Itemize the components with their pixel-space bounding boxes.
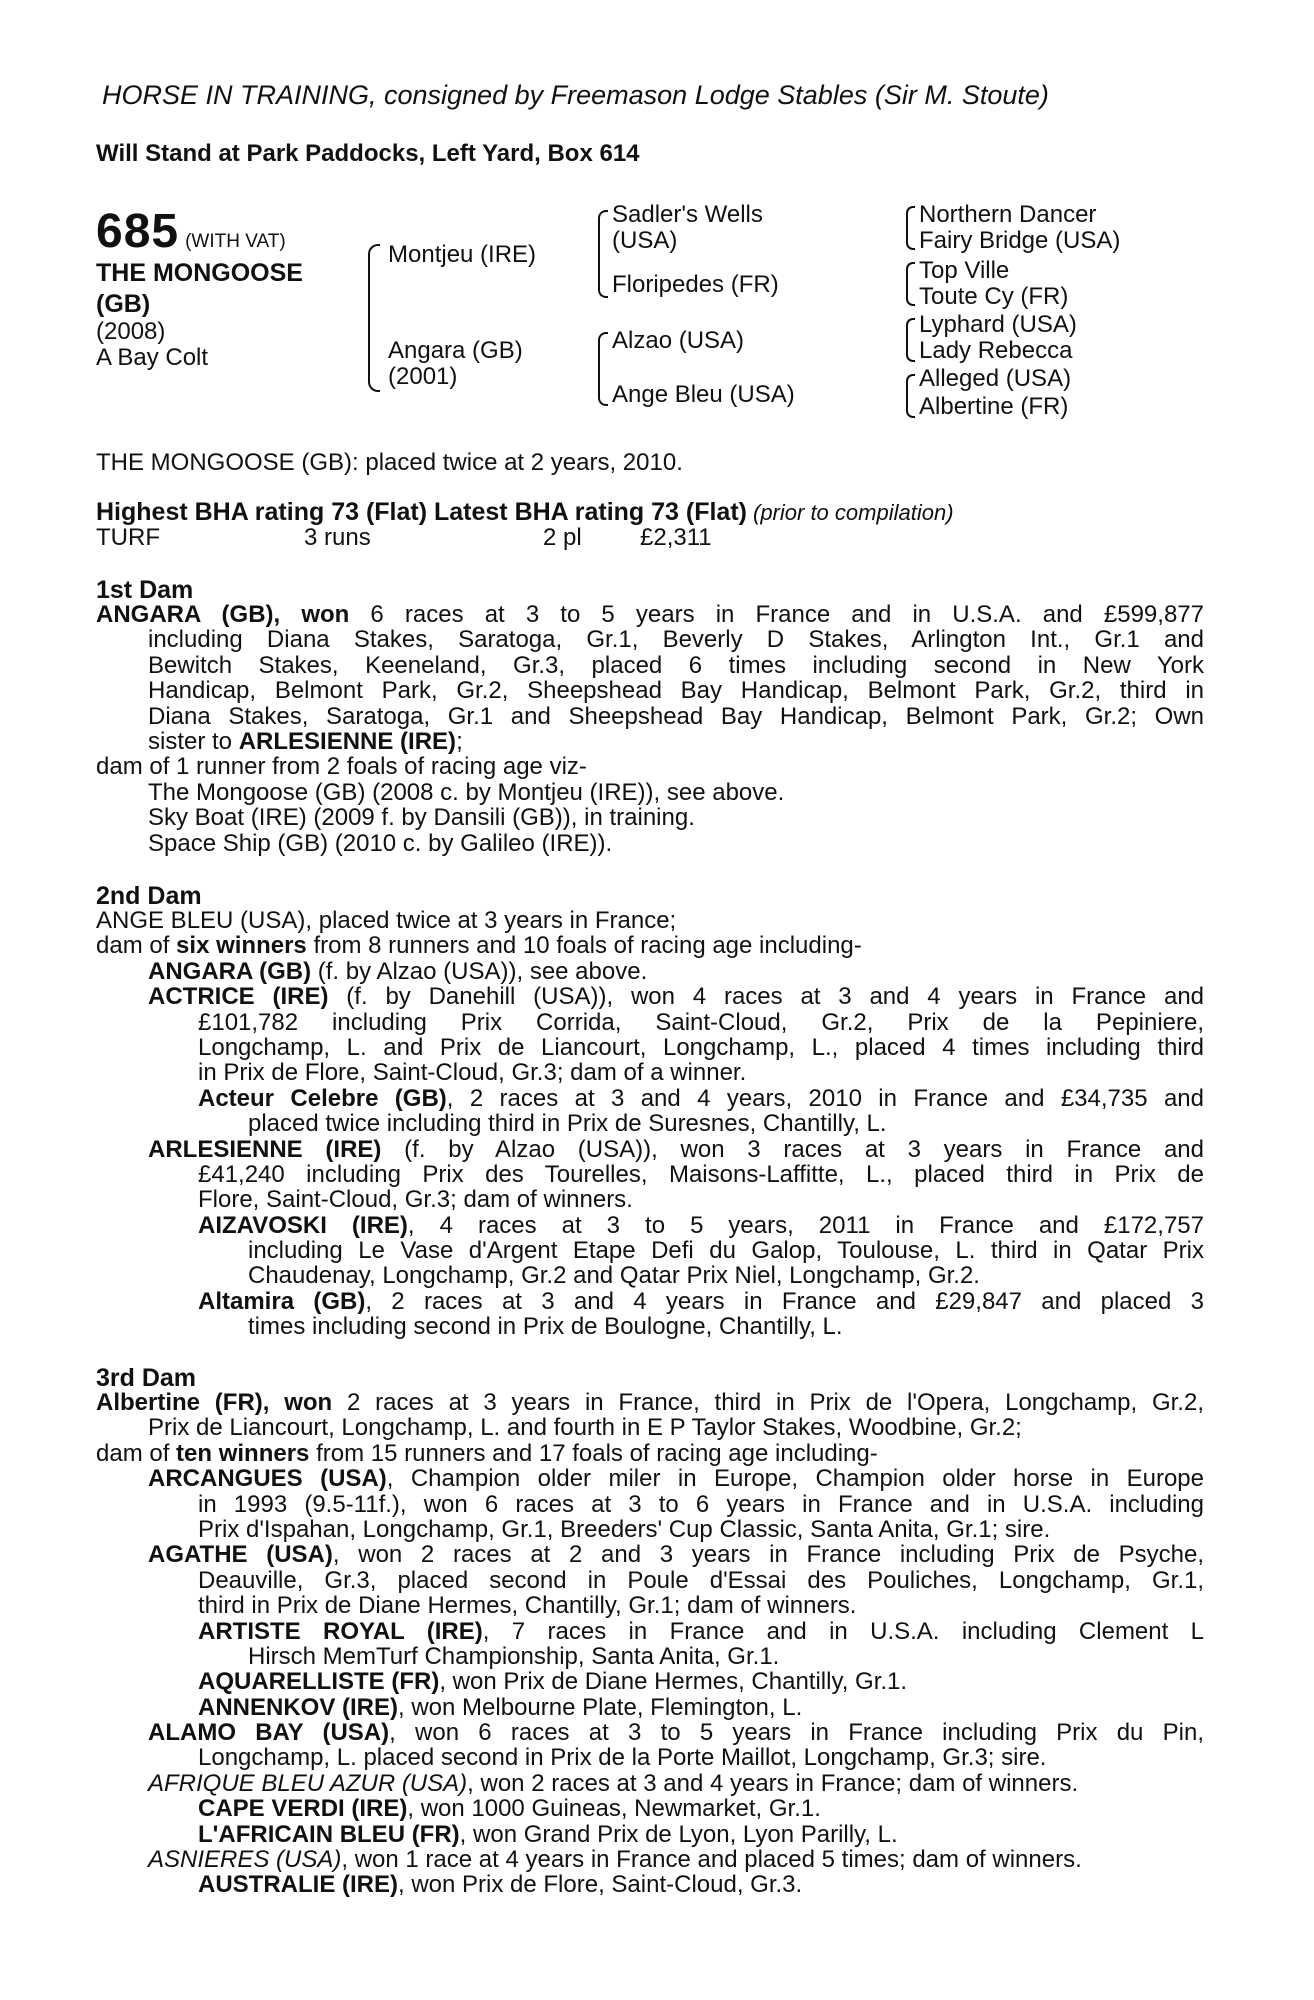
text-line: AFRIQUE BLEU AZUR (USA), won 2 races at 3 and 4 years in France; dam of winners. xyxy=(148,1769,1079,1797)
text-line: Flore, Saint-Cloud, Gr.3; dam of winners. xyxy=(198,1186,633,1214)
pedigree-dds: Alleged (USA) xyxy=(919,365,1072,392)
pedigree-dss: Lyphard (USA) xyxy=(919,311,1077,338)
text-line: times including second in Prix de Boulogne, Chantilly, L. xyxy=(248,1313,843,1341)
pedigree-dam-sire: Alzao (USA) xyxy=(612,327,745,354)
text-line: ANNENKOV (IRE), won Melbourne Plate, Flemington, L. xyxy=(198,1693,803,1721)
text-line: including Diana Stakes, Saratoga, Gr.1, Beverly D Stakes, Arlington Int., Gr.1 and xyxy=(148,626,1204,654)
foaling-year: (2008) xyxy=(96,318,166,345)
text-line: ACTRICE (IRE) (f. by Danehill (USA)), won 4 races at 3 and 4 years in France and xyxy=(148,983,1205,1011)
text-line: CAPE VERDI (IRE), won 1000 Guineas, Newmarket, Gr.1. xyxy=(198,1795,821,1823)
horse-name-country: (GB) xyxy=(96,290,151,318)
second-dam-heading: 2nd Dam xyxy=(96,882,202,910)
text-line: Deauville, Gr.3, placed second in Poule d'Essai des Pouliches, Longchamp, Gr.1, xyxy=(198,1566,1204,1594)
text-line: third in Prix de Diane Hermes, Chantilly, Gr.1; dam of winners. xyxy=(198,1592,857,1620)
vat-note: (WITH VAT) xyxy=(185,231,286,252)
pedigree-brace-3a xyxy=(906,206,915,250)
text-line: ARTISTE ROYAL (IRE), 7 races in France and in U.S.A. including Clement L xyxy=(198,1617,1205,1645)
text-line: Albertine (FR), won 2 races at 3 years in France, third in Prix de l'Opera, Longchamp, Gr.2, xyxy=(96,1389,1204,1416)
second-dam-section xyxy=(96,908,1204,1340)
text-line: Prix d'Ispahan, Longchamp, Gr.1, Breeders' Cup Classic, Santa Anita, Gr.1; sire. xyxy=(198,1515,1051,1543)
text-line: Handicap, Belmont Park, Gr.2, Sheepshead Bay Handicap, Belmont Park, Gr.2, third in xyxy=(148,677,1204,705)
pedigree-brace-gen1 xyxy=(368,244,380,392)
pedigree-sire: Montjeu (IRE) xyxy=(388,241,537,268)
pedigree-brace-3c xyxy=(906,318,915,362)
pedigree-dam: Angara (GB) xyxy=(388,337,523,364)
pedigree-sire-sire-country: (USA) xyxy=(612,227,678,254)
third-dam-section xyxy=(96,1390,1204,1898)
pedigree-sire-sire: Sadler's Wells xyxy=(612,201,763,228)
text-line: Prix de Liancourt, Longchamp, L. and fourth in E P Taylor Stakes, Woodbine, Gr.2; xyxy=(148,1414,1022,1442)
text-line: Longchamp, L. and Prix de Liancourt, Longchamp, L., placed 4 times including third xyxy=(198,1033,1204,1061)
text-line: including Le Vase d'Argent Etape Defi du Galop, Toulouse, L. third in Qatar Prix xyxy=(248,1237,1204,1265)
text-line: sister to ARLESIENNE (IRE); xyxy=(148,727,463,755)
bha-rating-note: (prior to compilation) xyxy=(753,500,954,525)
horse-name xyxy=(96,258,303,320)
pedigree-ddd: Albertine (FR) xyxy=(919,393,1069,420)
text-line: AQUARELLISTE (FR), won Prix de Diane Hermes, Chantilly, Gr.1. xyxy=(198,1668,908,1696)
text-line: Altamira (GB), 2 races at 3 and 4 years in France and £29,847 and placed 3 xyxy=(198,1287,1205,1315)
turf-placed: 2 pl xyxy=(543,524,582,551)
text-line: ANGE BLEU (USA), placed twice at 3 years in France; xyxy=(96,907,677,934)
text-line: dam of six winners from 8 runners and 10 foals of racing age including- xyxy=(96,932,862,960)
text-line: Chaudenay, Longchamp, Gr.2 and Qatar Prix Niel, Longchamp, Gr.2. xyxy=(248,1262,980,1290)
pedigree-dam-year: (2001) xyxy=(388,363,458,390)
lot-number-line xyxy=(96,204,286,259)
text-line: Bewitch Stakes, Keeneland, Gr.3, placed 6 times including second in New York xyxy=(148,651,1204,679)
horse-name-line: THE MONGOOSE xyxy=(96,259,303,287)
pedigree-sds: Top Ville xyxy=(919,257,1010,284)
turf-runs: 3 runs xyxy=(304,524,371,551)
text-line: £101,782 including Prix Corrida, Saint-Cloud, Gr.2, Prix de la Pepiniere, xyxy=(198,1008,1204,1036)
text-line: Longchamp, L. placed second in Prix de la Porte Maillot, Longchamp, Gr.3; sire. xyxy=(198,1744,1047,1772)
pedigree-ssd: Fairy Bridge (USA) xyxy=(919,227,1121,254)
text-line: ANGARA (GB), won 6 races at 3 to 5 years in France and in U.S.A. and £599,877 xyxy=(96,601,1204,628)
text-line: Diana Stakes, Saratoga, Gr.1 and Sheepshead Bay Handicap, Belmont Park, Gr.2; Own xyxy=(148,702,1204,730)
pedigree-brace-3b xyxy=(906,262,915,306)
text-line: £41,240 including Prix des Tourelles, Maisons-Laffitte, L., placed third in Prix de xyxy=(198,1160,1204,1188)
pedigree-dsd: Lady Rebecca xyxy=(919,337,1073,364)
text-line: ANGARA (GB) (f. by Alzao (USA)), see above. xyxy=(148,957,648,985)
first-dam-heading: 1st Dam xyxy=(96,576,194,604)
text-line: dam of ten winners from 15 runners and 17 foals of racing age including- xyxy=(96,1439,878,1467)
produce-line: Space Ship (GB) (2010 c. by Galileo (IRE)). xyxy=(148,829,613,857)
text-line: in 1993 (9.5-11f.), won 6 races at 3 to 6 years in France and in U.S.A. including xyxy=(198,1490,1204,1518)
text-line: ARCANGUES (USA), Champion older miler in Europe, Champion older horse in Europe xyxy=(148,1465,1205,1493)
racing-summary: THE MONGOOSE (GB): placed twice at 2 years, 2010. xyxy=(96,449,683,476)
turf-surface: TURF xyxy=(96,524,160,551)
text-line: Hirsch MemTurf Championship, Santa Anita, Gr.1. xyxy=(248,1642,780,1670)
pedigree-brace-sire xyxy=(598,210,608,298)
text-line: ARLESIENNE (IRE) (f. by Alzao (USA)), won 3 races at 3 years in France and xyxy=(148,1135,1205,1163)
horse-description: A Bay Colt xyxy=(96,344,209,371)
turf-earnings: £2,311 xyxy=(640,524,712,551)
lot-number: 685 xyxy=(96,205,180,258)
produce-line: Sky Boat (IRE) (2009 f. by Dansili (GB)), in training. xyxy=(148,804,695,832)
text-line: Acteur Celebre (GB), 2 races at 3 and 4 years, 2010 in France and £34,735 and xyxy=(198,1084,1204,1112)
text-line: ASNIERES (USA), won 1 race at 4 years in France and placed 5 times; dam of winners. xyxy=(148,1846,1082,1874)
text-line: AGATHE (USA), won 2 races at 2 and 3 years in France including Prix de Psyche, xyxy=(148,1541,1205,1569)
bha-rating xyxy=(96,498,954,527)
first-dam-section xyxy=(96,602,1204,856)
pedigree-dam-dam: Ange Bleu (USA) xyxy=(612,381,795,408)
text-line: AIZAVOSKI (IRE), 4 races at 3 to 5 years, 2011 in France and £172,757 xyxy=(198,1211,1204,1239)
stand-location: Will Stand at Park Paddocks, Left Yard, Box 614 xyxy=(96,140,640,167)
text-line: dam of 1 runner from 2 foals of racing age viz- xyxy=(96,753,587,781)
text-line: placed twice including third in Prix de Suresnes, Chantilly, L. xyxy=(248,1110,887,1138)
text-line: L'AFRICAIN BLEU (FR), won Grand Prix de Lyon, Lyon Parilly, L. xyxy=(198,1820,898,1848)
text-line: ALAMO BAY (USA), won 6 races at 3 to 5 years in France including Prix du Pin, xyxy=(148,1719,1204,1747)
bha-rating-text: Highest BHA rating 73 (Flat) Latest BHA rating 73 (Flat) xyxy=(96,498,747,526)
pedigree-brace-3d xyxy=(906,374,915,418)
pedigree-sdd: Toute Cy (FR) xyxy=(919,283,1069,310)
pedigree-brace-dam xyxy=(598,332,608,406)
third-dam-heading: 3rd Dam xyxy=(96,1364,197,1392)
pedigree-sire-dam: Floripedes (FR) xyxy=(612,271,779,298)
text-line: in Prix de Flore, Saint-Cloud, Gr.3; dam of a winner. xyxy=(198,1059,747,1087)
text-line: AUSTRALIE (IRE), won Prix de Flore, Saint-Cloud, Gr.3. xyxy=(198,1871,803,1899)
pedigree-sss: Northern Dancer xyxy=(919,201,1097,228)
page-header: HORSE IN TRAINING, consigned by Freemason Lodge Stables (Sir M. Stoute) xyxy=(102,80,1049,110)
produce-line: The Mongoose (GB) (2008 c. by Montjeu (IRE)), see above. xyxy=(148,778,785,806)
